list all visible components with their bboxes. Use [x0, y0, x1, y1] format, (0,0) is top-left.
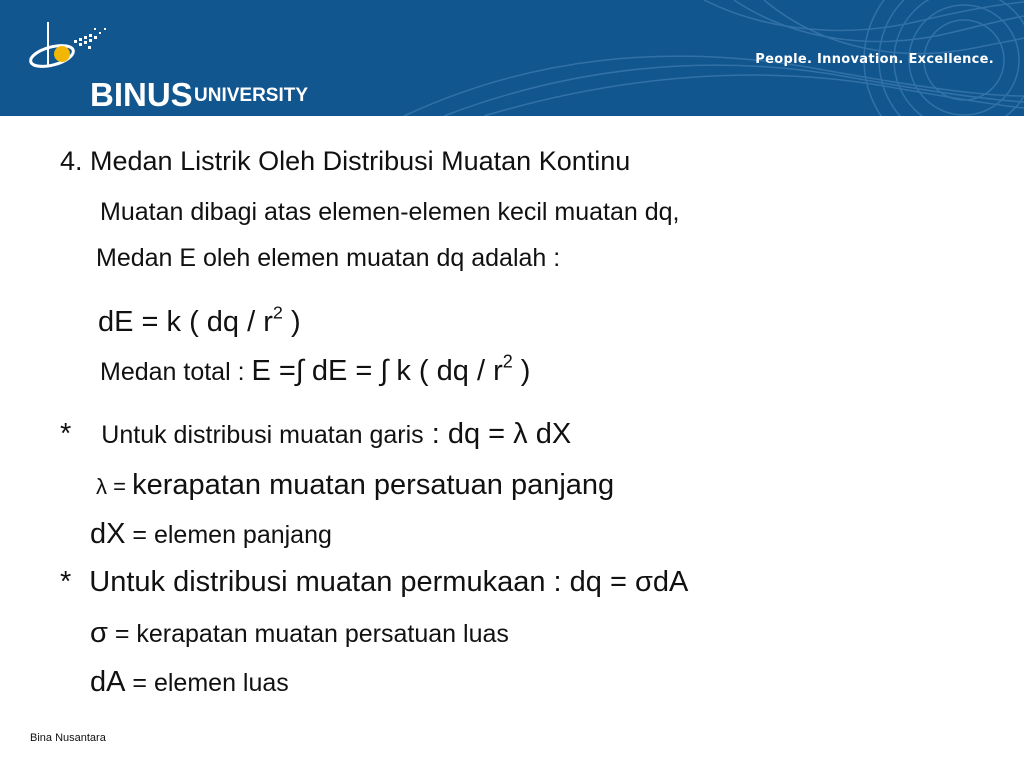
lambda-text: kerapatan muatan persatuan panjang	[132, 469, 615, 501]
logo-suffix-text: UNIVERSITY	[194, 85, 309, 106]
da-symbol: dA	[90, 666, 126, 698]
formula-de	[98, 302, 301, 338]
total-label: Medan total :	[100, 358, 252, 386]
text-line-1: Muatan dibagi atas elemen-elemen kecil muatan dq,	[100, 198, 680, 226]
formula-de-exponent: 2	[272, 302, 283, 323]
total-part-d: )	[512, 355, 531, 387]
bullet-permukaan	[60, 568, 688, 597]
sigma-text: = kerapatan muatan persatuan luas	[107, 620, 509, 648]
sigma-definition	[90, 619, 509, 648]
tagline: People. Innovation. Excellence.	[755, 52, 994, 67]
total-part-b: dE =	[303, 355, 381, 387]
footer-text: Bina Nusantara	[30, 732, 106, 744]
bullet-star-2: *	[60, 566, 72, 598]
header-banner	[0, 0, 1024, 116]
da-text: = elemen luas	[125, 669, 289, 697]
formula-total	[100, 351, 531, 387]
lambda-definition	[96, 471, 614, 500]
binus-logo	[18, 14, 318, 113]
slide-content	[0, 116, 1024, 736]
lambda-symbol: λ =	[96, 474, 133, 499]
total-part-a: E =	[251, 355, 296, 387]
formula-de-part-a: dE = k ( dq / r	[98, 306, 273, 338]
dx-definition	[90, 520, 332, 549]
bullet-star-1: *	[60, 418, 72, 450]
logo-brand-text: BINUS	[90, 76, 193, 113]
slide-heading: 4. Medan Listrik Oleh Distribusi Muatan Kontinu	[60, 146, 631, 176]
bullet-garis	[60, 420, 571, 449]
total-part-c: k ( dq / r	[388, 355, 503, 387]
sigma-symbol: σ	[90, 617, 108, 649]
dx-text: = elemen panjang	[125, 521, 332, 549]
integral-symbol-2: ∫	[380, 355, 389, 387]
bullet-garis-text: Untuk distribusi muatan garis	[101, 421, 424, 449]
bullet-permukaan-text: Untuk distribusi muatan permukaan : dq = σdA	[89, 566, 689, 598]
da-definition	[90, 668, 289, 697]
text-line-2: Medan E oleh elemen muatan dq adalah :	[96, 244, 561, 272]
bullet-garis-formula: : dq = λ dX	[423, 418, 572, 450]
formula-de-part-b: )	[282, 306, 301, 338]
total-exponent: 2	[502, 351, 513, 372]
integral-symbol-1: ∫	[295, 355, 304, 387]
dx-symbol: dX	[90, 518, 126, 550]
